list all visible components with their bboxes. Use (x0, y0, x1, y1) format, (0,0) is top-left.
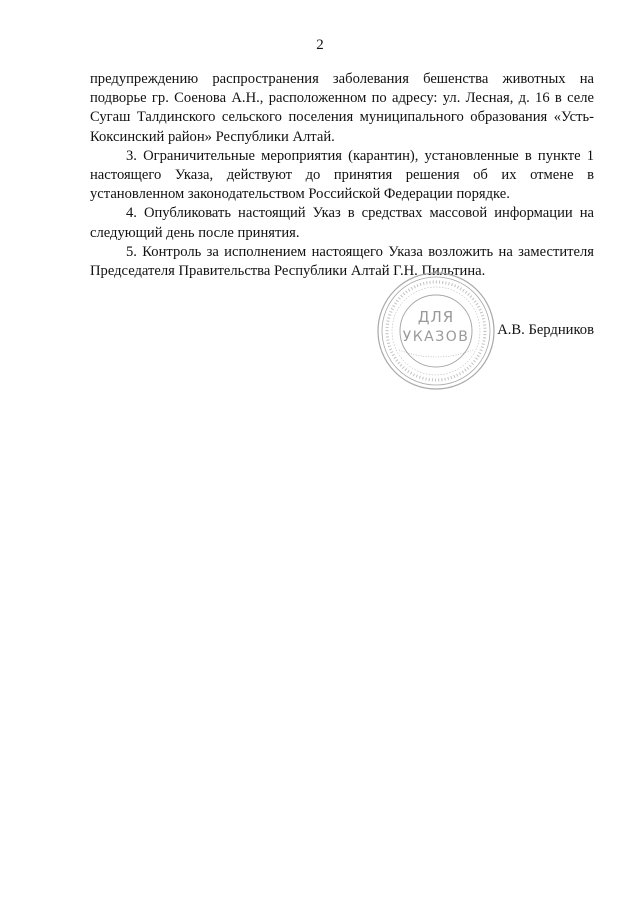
paragraph-item-3: 3. Ограничительные мероприятия (карантин), установленные в пункте 1 настоящего Указа, действуют до принятия решения об их отмене в установленном законодательством Российской Федерации порядке. (90, 147, 594, 203)
paragraph-continuation: предупреждению распространения заболевания бешенства животных на подворье гр. Соенова А.Н., расположенном по адресу: ул. Лесная, д. 16 в селе Сугаш Талдинского сельского поселения муниципального образования «Усть-Коксинский район» Республики Алтай. (90, 71, 594, 145)
document-body (90, 70, 594, 281)
stamp-text-line1: ДЛЯ (417, 308, 455, 326)
stamp-text-line2: УКАЗОВ (402, 329, 470, 345)
signature-name: А.В. Бердников (497, 322, 594, 338)
paragraph-item-4: 4. Опубликовать настоящий Указ в средствах массовой информации на следующий день после принятия. (90, 205, 594, 241)
page-number: 2 (316, 37, 324, 53)
paragraph-item-5: 5. Контроль за исполнением настоящего Указа возложить на заместителя Председателя Правительства Республики Алтай Г.Н. Пильтина. (90, 243, 594, 280)
official-seal-stamp (375, 270, 497, 392)
